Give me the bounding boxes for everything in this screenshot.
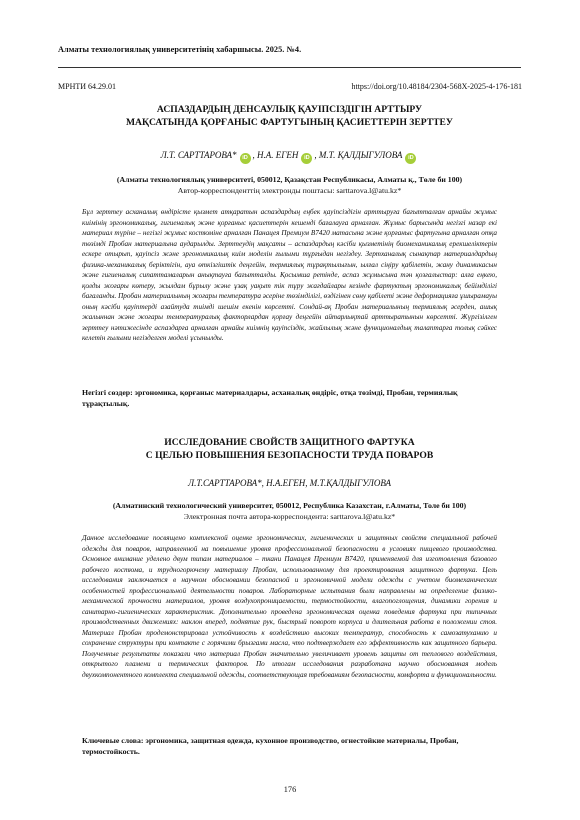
- ru-email: Электронная почта автора-корреспондента: sarttarova.l@atu.kz*: [183, 512, 396, 521]
- ru-title-line-2: С ЦЕЛЬЮ ПОВЫШЕНИЯ БЕЗОПАСНОСТИ ТРУДА ПОВАРОВ: [145, 449, 434, 461]
- kz-keywords: Негізгі сөздер: эргономика, қорғаныс материалдары, асханалық өндіріс, отқа төзімді, Пробан, термиялық тұрақтылық.: [82, 388, 458, 408]
- doi-link[interactable]: https://doi.org/10.48184/2304-568X-2025-4-176-181: [351, 82, 522, 91]
- orcid-icon[interactable]: iD: [405, 153, 416, 164]
- ru-affiliation: (Алматинский технологический университет, 050012, Республика Казахстан, г.Алматы, Толе би 100): [112, 501, 467, 510]
- orcid-icon[interactable]: iD: [240, 153, 251, 164]
- kz-author-1: Л.Т. САРТТАРОВА*: [160, 150, 237, 160]
- orcid-icon[interactable]: iD: [301, 153, 312, 164]
- kz-affiliation: (Алматы технологиялық университеті, 050012, Қазақстан Республикасы, Алматы қ., Төле би 100): [116, 175, 463, 184]
- kz-email: Автор-корреспонденттің электронды поштасы: sarttarova.l@atu.kz*: [177, 186, 402, 195]
- kz-title-line-2: МАҚСАТЫНДА ҚОРҒАНЫС ФАРТУГЫНЫҢ ҚАСИЕТТЕРІН ЗЕРТТЕУ: [126, 116, 453, 128]
- kz-author-2: , Н.А. ЕГЕН: [252, 150, 299, 160]
- ru-title-line-1: ИССЛЕДОВАНИЕ СВОЙСТВ ЗАЩИТНОГО ФАРТУКА: [164, 437, 415, 448]
- mrnti-code: МРНТИ 64.29.01: [58, 82, 117, 91]
- kz-title-line-1: АСПАЗДАРДЫҢ ДЕНСАУЛЫҚ ҚАУІПСІЗДІГІН АРТТЫРУ: [156, 104, 423, 115]
- kz-authors: [58, 150, 521, 164]
- ru-title: [58, 437, 521, 462]
- ru-keywords: Ключевые слова: эргономика, защитная одежда, кухонное производство, огнестойкие материалы, Пробан, термостойкость.: [82, 736, 459, 756]
- kz-author-3: , М.Т. ҚАЛДЫГУЛОВА: [314, 150, 403, 160]
- kz-title: [58, 104, 521, 129]
- header-divider: [58, 67, 521, 68]
- page-number: 176: [283, 785, 297, 794]
- ru-authors: Л.Т.САРТТАРОВА*, Н.А.ЕГЕН, М.Т.ҚАЛДЫГУЛОВА: [187, 478, 391, 488]
- ru-abstract: Данное исследование посвящено комплексной оценке эргономических, гигиенических и защитных свойств специальной рабочей одежды для поваров, направленной на повышение уровня профессиональной безопасности в условиях пищевого производства. Основное внимание уделено двум типам материалов – ткани Панацея Премиум В7420, применяемой для изготовления базового рабочего костюма, и трудногорючему материалу Пробан, использованному для проектирования защитного фартука. Цель исследования заключается в научном обосновании безопасной и эргономичной модели одежды с учетом биомеханических особенностей профессиональной деятельности поваров. Лабораторные испытания были направлены на определение физико-механической прочности материалов, уровня воздухопроницаемости, термостойкости, влагопоглощения, динамики горения и санитарно-гигиенических характеристик. Дополнительно проведена эргономическая оценка поведения фартука при типичных производственных движениях: наклон вперед, поднятие рук, быстрый поворот корпуса и длительная работа в положении стоя. Материал Пробан продемонстрировал устойчивость к воздействию высоких температур, способность к самозатуханию и сохранение структуры при контакте с горячими брызгами масла, что подтверждает его эффективность как защитного барьера. Полученные результаты показали что материал Пробан значительно увеличивает уровень защиты от теплового воздействия, открытого пламени и термических факторов. По итогам исследования разработана научно обоснованная модель двухкомпонентного комплекта специальной одежды, соответствующая требованиям безопасности, комфорта и функциональности.: [82, 534, 497, 679]
- journal-header: Алматы технологиялық университетінің хабаршысы. 2025. №4.: [58, 45, 302, 54]
- kz-abstract: Бұл зерттеу асханалық өндірісте қызмет атқаратын аспаздардың еңбек қауіпсіздігін арттыруға бағытталған арнайы жұмыс киімінің эргономикалық, гигиеналық және қорғаныс қасиеттерін кешенді бағалауға арналған. Жұмыс барысында негізгі назар екі материал түріне – негізгі жұмыс костюміне арналған Панацея Премиум В7420 матасына және қорғаныс фартугына арналған отқа төзімді Пробан материалына аударылды. Зерттеудің мақсаты – аспаздардың кәсіби қызметінің биомеханикалық ерекшеліктерін ескере отырып, қауіпсіз және эргономикалық киім моделін ғылыми тұрғыдан негіздеу. Зертханалық сынақтар материалдардың физика-механикалық беріктігін, ауа өткізгіштік деңгейін, термиялық тұрақтылығын, ылғал сіңіру қабілетін, жану динамикасын және гигиеналық сипаттамаларын анықтауға бағытталды. Қосымша ретінде, аспаз жұмысына тән қозғалыстар: алға еңкею, қолды жоғары көтеру, жылдам бұрылу және ұзақ уақыт тік тұру жағдайлары кезінде фартуктың эргономикалық бейімділігі бағаланды. Пробан материалының жоғары температура әсеріне төзімділігі, өздігінен сөну қабілеті және деформацияға ұшырамауы оның кәсіби қауіптерді азайтуда тиімді шешім екенін көрсетті. Сондай-ақ Пробан материалының термиялық әсерден, ашық жалыннан және жоғары температуралық факторлардан қорғау деңгейін айтарлықтай арттыратынын көрсетті. Жүргізілген зерттеу нәтижесінде аспаздарға арналған арнайы киімнің қауіпсіздік, жайлылық және функционалдық талаптарға толық сәйкес келетін ғылыми негізделген моделі ұсынылды.: [82, 208, 497, 342]
